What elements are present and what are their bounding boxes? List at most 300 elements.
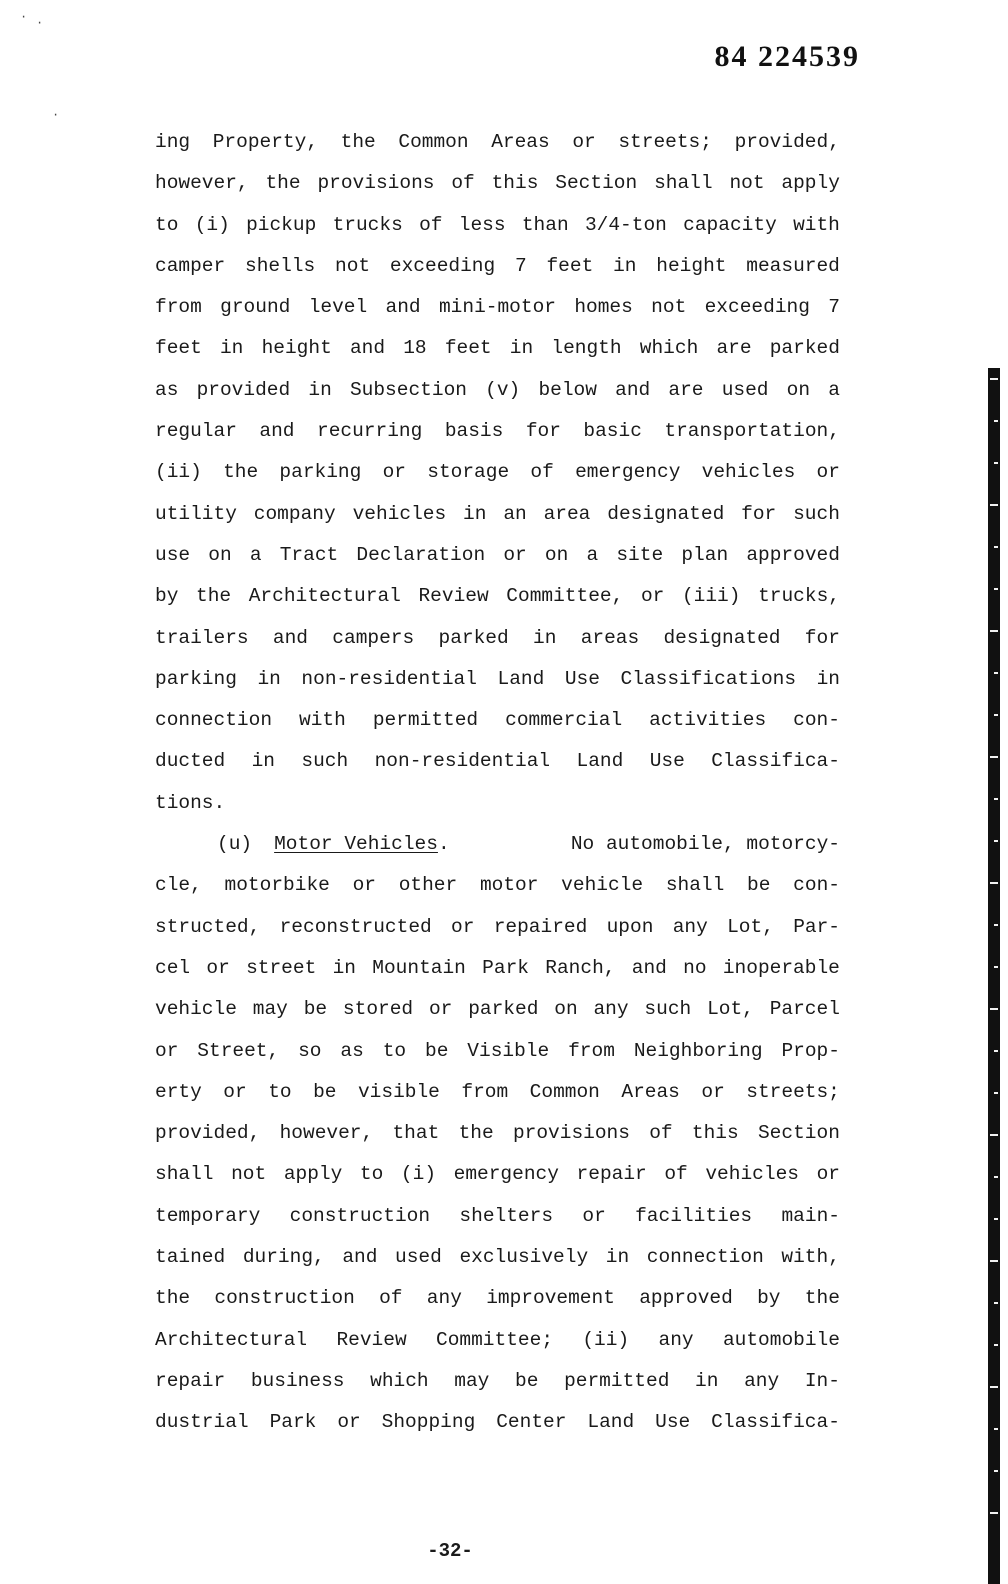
word: con- — [793, 709, 840, 732]
text-line — [155, 1361, 840, 1402]
word: tained — [155, 1246, 226, 1269]
scan-speck: · — [36, 16, 44, 30]
word: exceeding — [389, 254, 496, 277]
word: by — [757, 1287, 781, 1310]
word: Tract — [279, 543, 339, 566]
scan-edge-tick — [994, 420, 998, 422]
word: or — [582, 1204, 606, 1227]
text-line — [155, 163, 840, 204]
scan-edge-tick — [990, 378, 998, 380]
word: Classifica- — [711, 750, 840, 773]
scan-edge-strip — [988, 368, 1000, 1584]
text-line: tions. — [155, 791, 226, 814]
word: to — [268, 1080, 292, 1103]
scan-edge-tick — [994, 672, 998, 674]
word: Neighboring — [633, 1039, 763, 1062]
word: street — [246, 956, 317, 979]
word: may — [454, 1369, 490, 1392]
word: repair — [576, 1163, 647, 1186]
word: height — [656, 254, 727, 277]
word: shells — [245, 254, 316, 277]
word: shall — [155, 1163, 214, 1186]
word: on — [208, 543, 232, 566]
text-line — [155, 989, 840, 1030]
word: no — [683, 956, 707, 979]
word: or — [155, 1039, 179, 1062]
word: 18 — [403, 337, 427, 360]
word: any — [658, 1328, 694, 1351]
word: regular — [155, 420, 237, 443]
text-line — [155, 1402, 840, 1443]
word: main- — [781, 1204, 840, 1227]
word: this — [691, 1122, 739, 1145]
word: for — [804, 626, 840, 649]
word: commercial — [505, 709, 623, 732]
word: used — [395, 1246, 442, 1269]
word: be — [747, 874, 771, 897]
word: streets; — [746, 1080, 840, 1103]
word: parking — [155, 667, 237, 690]
word: site — [616, 543, 664, 566]
word: apply — [781, 172, 840, 195]
word: on — [786, 378, 811, 401]
word: not — [651, 296, 687, 319]
scan-edge-tick — [994, 546, 998, 548]
word: temporary — [155, 1204, 261, 1227]
word: for — [525, 420, 561, 443]
word: not — [231, 1163, 267, 1186]
scan-edge-tick — [990, 882, 998, 884]
word: or — [701, 1080, 725, 1103]
scan-edge-tick — [994, 1092, 998, 1094]
word: in — [605, 1246, 630, 1269]
word: with — [299, 709, 346, 732]
text-line — [155, 1237, 840, 1278]
word: vehicles — [352, 502, 447, 525]
word: be — [425, 1039, 449, 1062]
word: shall — [665, 874, 725, 897]
word: improvement — [486, 1287, 615, 1310]
word: Architectural — [155, 1328, 308, 1351]
word: facilities — [635, 1204, 753, 1227]
word: storage — [427, 461, 510, 484]
word: In- — [804, 1369, 840, 1392]
scan-edge-tick — [994, 588, 998, 590]
word: any — [672, 915, 708, 938]
word: are — [668, 378, 704, 401]
word: non-residential — [374, 750, 551, 773]
text-line — [155, 246, 840, 287]
word: or — [206, 956, 230, 979]
word: of — [451, 172, 475, 195]
word: in — [257, 667, 281, 690]
word: be — [303, 998, 328, 1021]
word: designated — [607, 502, 725, 525]
word: on — [554, 998, 578, 1021]
word: in — [509, 337, 534, 360]
word: shall — [654, 172, 713, 195]
word: or — [640, 585, 665, 608]
word: recurring — [317, 420, 423, 443]
scan-edge-tick — [994, 966, 998, 968]
word: of — [379, 1287, 403, 1310]
word: a — [249, 543, 262, 566]
word: mini-motor — [438, 296, 556, 319]
word: (ii) — [582, 1328, 630, 1351]
word: and — [272, 626, 309, 649]
page-number: -32- — [427, 1540, 473, 1562]
text-line — [155, 865, 840, 906]
word: utility — [155, 502, 237, 525]
scan-edge-tick — [994, 714, 998, 716]
word: any — [593, 998, 629, 1021]
text-line — [155, 122, 840, 163]
word: cle, — [155, 874, 202, 897]
word: con- — [793, 874, 840, 897]
word: emergency — [575, 461, 681, 484]
text-line — [155, 1278, 840, 1319]
word: such — [301, 750, 349, 773]
word: and — [631, 956, 667, 979]
word: Ranch, — [545, 956, 616, 979]
word: trucks, — [758, 585, 840, 608]
scan-edge-tick — [994, 1176, 998, 1178]
word: Subsection — [349, 378, 467, 401]
section-u-heading-line — [155, 824, 840, 865]
scan-edge-tick — [990, 1512, 998, 1514]
word: a — [828, 378, 840, 401]
word: trailers — [155, 626, 249, 649]
word: and — [342, 1246, 378, 1269]
word: which — [639, 337, 699, 360]
scan-edge-tick — [990, 504, 998, 506]
word: height — [261, 337, 332, 360]
word: during, — [242, 1246, 325, 1269]
word: transportation, — [664, 420, 840, 443]
scan-edge-tick — [990, 756, 998, 758]
text-line — [155, 411, 840, 452]
word: (v) — [485, 378, 521, 401]
word: in — [332, 956, 356, 979]
word: Architectural — [248, 585, 401, 608]
word: or — [382, 461, 406, 484]
word: of — [649, 1122, 673, 1145]
word: the — [155, 1287, 191, 1310]
word: connection — [646, 1246, 764, 1269]
word: vehicles — [705, 1163, 799, 1186]
word: areas — [580, 626, 640, 649]
word: Park — [269, 1411, 317, 1434]
text-line — [155, 618, 840, 659]
word: Lot, — [707, 998, 754, 1021]
word: campers — [332, 626, 415, 649]
scan-edge-tick — [990, 630, 998, 632]
word: Park — [482, 956, 529, 979]
word: structed, — [155, 915, 261, 938]
text-line — [155, 1113, 840, 1154]
word: area — [543, 502, 591, 525]
text-line — [155, 287, 840, 328]
text-line — [155, 576, 840, 617]
word: measured — [746, 254, 840, 277]
word: construction — [289, 1204, 431, 1227]
word: exceeding — [704, 296, 810, 319]
word: camper — [155, 254, 226, 277]
word: vehicle — [155, 998, 237, 1021]
scan-edge-tick — [990, 1134, 998, 1136]
text-line — [155, 659, 840, 700]
word: Committee; — [436, 1328, 554, 1351]
word: 7 — [828, 296, 840, 319]
word: Use — [655, 1411, 691, 1434]
word: Street, — [197, 1039, 280, 1062]
scan-edge-tick — [994, 1050, 998, 1052]
text-line — [155, 1072, 840, 1113]
word: are — [716, 337, 752, 360]
word: motorbike — [224, 874, 330, 897]
word: as — [340, 1039, 364, 1062]
word: however, — [279, 1122, 374, 1145]
word: (ii) — [155, 461, 202, 484]
word: Common — [398, 131, 469, 153]
scan-edge-tick — [994, 462, 998, 464]
scan-speck: · — [52, 108, 60, 122]
word: Mountain — [372, 956, 466, 979]
word: by — [155, 585, 179, 608]
word: Classifica- — [711, 1411, 840, 1434]
text-line — [155, 328, 840, 369]
section-title-period: . — [437, 833, 450, 856]
scan-edge-tick — [994, 1470, 998, 1472]
word: inoperable — [722, 956, 840, 979]
word: Section — [555, 172, 638, 195]
text-line — [155, 741, 840, 782]
word: vehicles — [701, 461, 796, 484]
word: Section — [757, 1122, 840, 1145]
word: plan — [681, 543, 729, 566]
word: provisions — [317, 172, 435, 195]
word: be — [313, 1080, 337, 1103]
word: provisions — [512, 1122, 630, 1145]
word: business — [250, 1369, 345, 1392]
section-marker: (u) — [217, 833, 253, 856]
word: or — [816, 461, 840, 484]
text-line — [155, 205, 840, 246]
scan-edge-tick — [994, 1218, 998, 1220]
word: Use — [564, 667, 600, 690]
word: Committee, — [506, 585, 624, 608]
word: the — [223, 461, 259, 484]
word: motor — [479, 874, 539, 897]
word: in — [251, 750, 276, 773]
word: in — [613, 254, 637, 277]
word: capacity — [683, 213, 777, 236]
scan-edge-tick — [994, 798, 998, 800]
word: to — [155, 213, 179, 236]
section-u-first-line-text: No automobile, motorcy- — [570, 833, 840, 856]
word: erty — [155, 1080, 202, 1103]
word: so — [298, 1039, 322, 1062]
word: Land — [587, 1411, 635, 1434]
word: construction — [214, 1287, 355, 1310]
word: from — [155, 296, 202, 319]
word: automobile — [722, 1328, 840, 1351]
word: Review — [418, 585, 489, 608]
word: approved — [746, 543, 840, 566]
word: from — [568, 1039, 615, 1062]
word: parked — [438, 626, 509, 649]
word: upon — [606, 915, 654, 938]
scan-edge-tick — [994, 1302, 998, 1304]
word: in — [308, 378, 332, 401]
word: or — [816, 1163, 840, 1186]
word: Shopping — [381, 1411, 476, 1434]
word: an — [503, 502, 527, 525]
word: Areas — [621, 1080, 680, 1103]
word: visible — [357, 1080, 440, 1103]
word: with — [793, 213, 840, 236]
word: and — [259, 420, 295, 443]
word: any — [744, 1369, 780, 1392]
word: any — [426, 1287, 462, 1310]
word: Common — [529, 1080, 600, 1103]
word: used — [721, 378, 769, 401]
word: feet — [546, 254, 594, 277]
word: a — [586, 543, 599, 566]
word: reconstructed — [279, 915, 432, 938]
word: other — [398, 874, 458, 897]
word: for — [741, 502, 777, 525]
scan-edge-tick — [990, 1386, 998, 1388]
word: with, — [781, 1246, 840, 1269]
word: connection — [155, 709, 273, 732]
word: that — [392, 1122, 440, 1145]
text-line — [155, 1154, 840, 1195]
scan-edge-tick — [994, 1428, 998, 1430]
word: Declaration — [356, 543, 486, 566]
word: as — [155, 378, 179, 401]
word: such — [644, 998, 692, 1021]
word: pickup — [246, 213, 317, 236]
text-line — [155, 535, 840, 576]
word: Center — [496, 1411, 567, 1434]
text-line — [155, 1320, 840, 1361]
word: of — [530, 461, 554, 484]
word: parked — [769, 337, 840, 360]
word: stored — [342, 998, 414, 1021]
word: or — [503, 543, 527, 566]
text-line — [155, 370, 840, 411]
word: trucks — [332, 213, 403, 236]
word: repaired — [493, 915, 588, 938]
word: parking — [279, 461, 362, 484]
word: or — [352, 874, 376, 897]
word: Property, — [212, 131, 319, 153]
word: 7 — [515, 254, 527, 277]
text-line — [155, 948, 840, 989]
word: not — [335, 254, 371, 277]
word: below — [538, 378, 597, 401]
word: or — [223, 1080, 247, 1103]
word: in — [816, 667, 840, 690]
word: feet — [155, 337, 202, 360]
word: Prop- — [781, 1039, 840, 1062]
word: or — [451, 915, 475, 938]
text-line — [155, 1031, 840, 1072]
word: less — [458, 213, 506, 236]
scan-edge-tick — [994, 1344, 998, 1346]
word: Land — [497, 667, 545, 690]
word: (i) — [400, 1163, 437, 1186]
scan-edge-tick — [990, 1008, 998, 1010]
word: Par- — [793, 915, 840, 938]
word: parked — [468, 998, 539, 1021]
word: on — [544, 543, 569, 566]
document-body — [155, 122, 840, 1444]
paragraph-2 — [155, 865, 840, 1443]
word: the — [340, 131, 376, 153]
word: and — [385, 296, 421, 319]
word: the — [804, 1287, 840, 1310]
word: Classifications — [620, 667, 797, 690]
word: Areas — [491, 131, 550, 153]
word: of — [419, 213, 443, 236]
text-line — [155, 907, 840, 948]
word: (iii) — [681, 585, 741, 608]
scan-edge-tick — [990, 1260, 998, 1262]
word: and — [349, 337, 386, 360]
word: ground — [220, 296, 291, 319]
scan-edge-tick — [994, 840, 998, 842]
word: ducted — [155, 750, 226, 773]
word: Parcel — [769, 998, 840, 1021]
word: shelters — [459, 1204, 554, 1227]
word: the — [265, 172, 301, 195]
section-title: Motor Vehicles — [274, 833, 438, 856]
word: cel — [155, 956, 191, 979]
word: and — [615, 378, 651, 401]
word: basic — [583, 420, 642, 443]
word: from — [461, 1080, 509, 1103]
word: activities — [649, 709, 767, 732]
word: of — [664, 1163, 688, 1186]
word: ing — [155, 131, 191, 153]
word: this — [491, 172, 539, 195]
word: vehicle — [561, 874, 644, 897]
word: provided, — [734, 131, 840, 153]
word: use — [155, 543, 191, 566]
word: streets; — [618, 131, 712, 153]
word: emergency — [453, 1163, 559, 1186]
word: Land — [576, 750, 624, 773]
word: basis — [444, 420, 504, 443]
word: exclusively — [459, 1246, 589, 1269]
word: or — [428, 998, 453, 1021]
word: in — [695, 1369, 719, 1392]
text-line — [155, 1196, 840, 1237]
word: feet — [444, 337, 492, 360]
text-line — [155, 494, 840, 535]
word: level — [308, 296, 368, 319]
word: apply — [283, 1163, 343, 1186]
word: in — [219, 337, 244, 360]
word: approved — [639, 1287, 733, 1310]
word: provided, — [155, 1122, 261, 1145]
word: Use — [649, 750, 685, 773]
word: such — [793, 502, 840, 525]
word: may — [252, 998, 288, 1021]
word: not — [729, 172, 765, 195]
